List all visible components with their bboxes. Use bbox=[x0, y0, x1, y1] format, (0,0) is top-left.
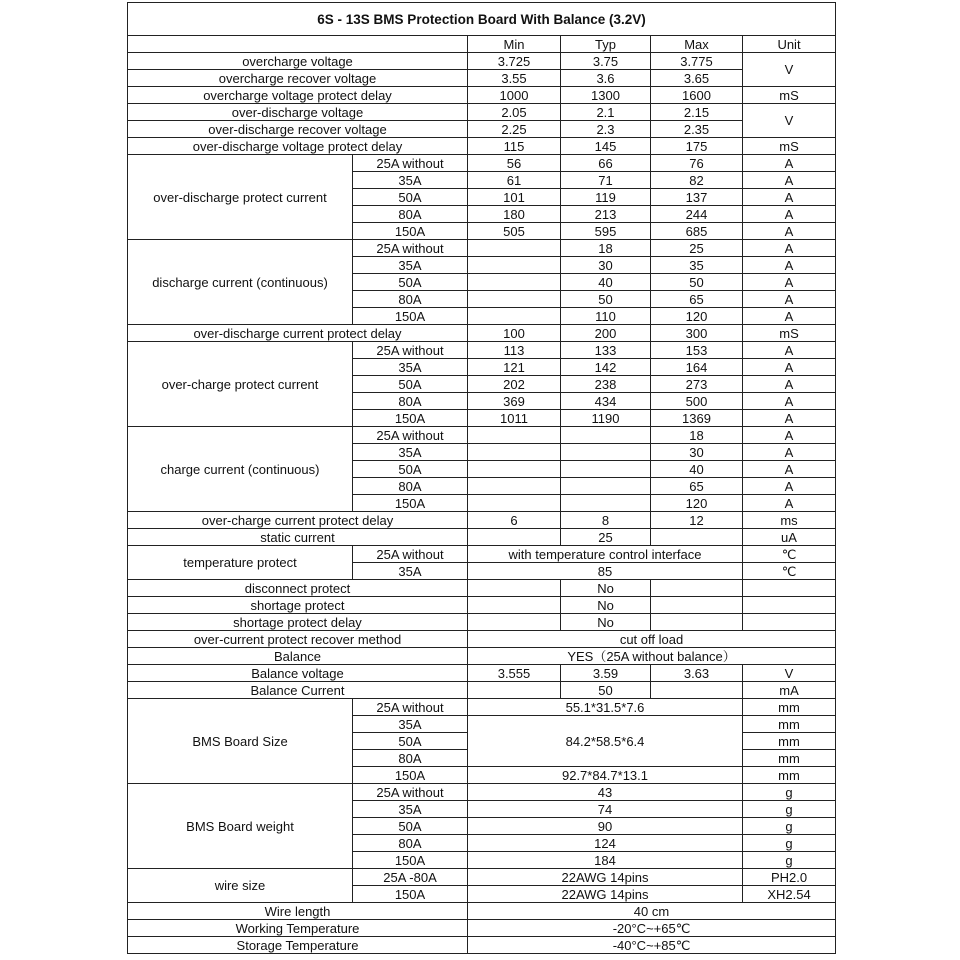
table-cell: 121 bbox=[468, 359, 561, 376]
table-cell: 50 bbox=[561, 682, 651, 699]
table-cell bbox=[561, 461, 651, 478]
table-cell bbox=[468, 427, 561, 444]
table-row bbox=[128, 342, 836, 359]
table-cell: overcharge voltage bbox=[128, 53, 468, 70]
table-cell: 80A bbox=[353, 478, 468, 495]
table-cell: 150A bbox=[353, 767, 468, 784]
table-row bbox=[128, 325, 836, 342]
spec-table-container bbox=[127, 2, 835, 954]
table-cell bbox=[468, 461, 561, 478]
table-cell: 8 bbox=[561, 512, 651, 529]
table-cell: 65 bbox=[651, 291, 743, 308]
table-cell: 50A bbox=[353, 189, 468, 206]
table-cell: BMS Board weight bbox=[128, 784, 353, 869]
table-cell: 92.7*84.7*13.1 bbox=[468, 767, 743, 784]
table-cell: 100 bbox=[468, 325, 561, 342]
table-cell: mS bbox=[743, 87, 836, 104]
table-cell: A bbox=[743, 223, 836, 240]
table-cell: A bbox=[743, 172, 836, 189]
table-row bbox=[128, 784, 836, 801]
table-cell: overcharge voltage protect delay bbox=[128, 87, 468, 104]
table-row bbox=[128, 869, 836, 886]
table-cell: 65 bbox=[651, 478, 743, 495]
table-cell: 101 bbox=[468, 189, 561, 206]
table-cell: discharge current (continuous) bbox=[128, 240, 353, 325]
table-cell: 35 bbox=[651, 257, 743, 274]
table-cell: 110 bbox=[561, 308, 651, 325]
table-cell: No bbox=[561, 580, 651, 597]
table-cell: No bbox=[561, 597, 651, 614]
table-cell: 238 bbox=[561, 376, 651, 393]
table-cell bbox=[651, 580, 743, 597]
table-cell: 145 bbox=[561, 138, 651, 155]
column-header: Max bbox=[651, 36, 743, 53]
table-cell: g bbox=[743, 835, 836, 852]
table-cell: 74 bbox=[468, 801, 743, 818]
table-cell: A bbox=[743, 478, 836, 495]
table-cell: 150A bbox=[353, 495, 468, 512]
table-cell: 175 bbox=[651, 138, 743, 155]
table-cell: 90 bbox=[468, 818, 743, 835]
table-cell: mS bbox=[743, 325, 836, 342]
table-cell: mA bbox=[743, 682, 836, 699]
header-row bbox=[128, 36, 836, 53]
table-cell: 25A without bbox=[353, 546, 468, 563]
table-cell: BMS Board Size bbox=[128, 699, 353, 784]
table-cell: disconnect protect bbox=[128, 580, 468, 597]
table-cell: 124 bbox=[468, 835, 743, 852]
table-row bbox=[128, 240, 836, 257]
table-cell: 200 bbox=[561, 325, 651, 342]
table-cell: 3.65 bbox=[651, 70, 743, 87]
table-cell: 82 bbox=[651, 172, 743, 189]
table-row bbox=[128, 648, 836, 665]
table-cell: 184 bbox=[468, 852, 743, 869]
table-cell bbox=[468, 444, 561, 461]
table-row bbox=[128, 70, 836, 87]
table-cell: mm bbox=[743, 767, 836, 784]
table-cell: 43 bbox=[468, 784, 743, 801]
table-cell: V bbox=[743, 665, 836, 682]
table-cell: over-discharge current protect delay bbox=[128, 325, 468, 342]
table-cell: 2.25 bbox=[468, 121, 561, 138]
table-cell: 50 bbox=[561, 291, 651, 308]
table-cell bbox=[468, 597, 561, 614]
table-cell: 595 bbox=[561, 223, 651, 240]
table-cell: g bbox=[743, 801, 836, 818]
table-row bbox=[128, 529, 836, 546]
table-cell: 25A without bbox=[353, 342, 468, 359]
table-cell: 18 bbox=[561, 240, 651, 257]
table-cell: shortage protect delay bbox=[128, 614, 468, 631]
table-cell: over-discharge voltage protect delay bbox=[128, 138, 468, 155]
table-cell: 50A bbox=[353, 733, 468, 750]
table-cell: 35A bbox=[353, 444, 468, 461]
table-cell: 133 bbox=[561, 342, 651, 359]
table-cell: 150A bbox=[353, 223, 468, 240]
table-cell: Balance voltage bbox=[128, 665, 468, 682]
table-cell: 505 bbox=[468, 223, 561, 240]
table-cell: g bbox=[743, 784, 836, 801]
table-cell: 56 bbox=[468, 155, 561, 172]
table-cell: 3.6 bbox=[561, 70, 651, 87]
table-cell: 25A without bbox=[353, 240, 468, 257]
table-cell: 115 bbox=[468, 138, 561, 155]
table-cell: 120 bbox=[651, 495, 743, 512]
table-cell: mm bbox=[743, 699, 836, 716]
table-cell: 1011 bbox=[468, 410, 561, 427]
table-cell bbox=[468, 308, 561, 325]
table-cell bbox=[651, 529, 743, 546]
table-cell: A bbox=[743, 427, 836, 444]
table-row bbox=[128, 920, 836, 937]
table-row bbox=[128, 121, 836, 138]
table-title: 6S - 13S BMS Protection Board With Balance (3.2V) bbox=[128, 3, 836, 36]
table-cell: 137 bbox=[651, 189, 743, 206]
table-cell: 3.555 bbox=[468, 665, 561, 682]
table-cell: 3.63 bbox=[651, 665, 743, 682]
table-cell: A bbox=[743, 308, 836, 325]
table-cell: 25 bbox=[651, 240, 743, 257]
table-cell: 25A without bbox=[353, 699, 468, 716]
table-cell: 3.725 bbox=[468, 53, 561, 70]
table-cell bbox=[561, 444, 651, 461]
table-cell: A bbox=[743, 291, 836, 308]
table-cell: over-current protect recover method bbox=[128, 631, 468, 648]
table-cell: A bbox=[743, 274, 836, 291]
table-cell: 150A bbox=[353, 410, 468, 427]
table-cell: 35A bbox=[353, 563, 468, 580]
table-cell: A bbox=[743, 444, 836, 461]
table-cell: 119 bbox=[561, 189, 651, 206]
table-row bbox=[128, 138, 836, 155]
table-cell: 22AWG 14pins bbox=[468, 869, 743, 886]
table-cell: 80A bbox=[353, 206, 468, 223]
table-cell: mm bbox=[743, 716, 836, 733]
table-cell: 25A without bbox=[353, 427, 468, 444]
column-header: Typ bbox=[561, 36, 651, 53]
table-row bbox=[128, 665, 836, 682]
table-cell bbox=[468, 580, 561, 597]
table-cell: temperature protect bbox=[128, 546, 353, 580]
table-cell: 22AWG 14pins bbox=[468, 886, 743, 903]
table-row bbox=[128, 512, 836, 529]
table-cell: A bbox=[743, 393, 836, 410]
table-cell: 1190 bbox=[561, 410, 651, 427]
table-row bbox=[128, 614, 836, 631]
table-cell bbox=[743, 580, 836, 597]
table-cell: 2.1 bbox=[561, 104, 651, 121]
table-row bbox=[128, 155, 836, 172]
table-cell: PH2.0 bbox=[743, 869, 836, 886]
table-cell: 80A bbox=[353, 393, 468, 410]
table-cell: ℃ bbox=[743, 546, 836, 563]
table-cell: Balance Current bbox=[128, 682, 468, 699]
table-cell: g bbox=[743, 852, 836, 869]
table-cell: 434 bbox=[561, 393, 651, 410]
table-cell: mm bbox=[743, 733, 836, 750]
table-cell: V bbox=[743, 53, 836, 87]
table-cell: 25A without bbox=[353, 155, 468, 172]
table-cell: 35A bbox=[353, 716, 468, 733]
table-cell: 35A bbox=[353, 359, 468, 376]
table-cell: wire size bbox=[128, 869, 353, 903]
table-cell: Wire length bbox=[128, 903, 468, 920]
table-cell: 273 bbox=[651, 376, 743, 393]
table-row bbox=[128, 699, 836, 716]
table-cell bbox=[468, 682, 561, 699]
table-cell: 150A bbox=[353, 308, 468, 325]
table-cell: 84.2*58.5*6.4 bbox=[468, 716, 743, 767]
table-cell bbox=[651, 597, 743, 614]
table-row bbox=[128, 937, 836, 954]
table-cell: 25A without bbox=[353, 784, 468, 801]
table-row bbox=[128, 597, 836, 614]
table-cell: 150A bbox=[353, 886, 468, 903]
table-cell bbox=[743, 597, 836, 614]
table-cell: 30 bbox=[651, 444, 743, 461]
table-cell: 300 bbox=[651, 325, 743, 342]
table-cell: A bbox=[743, 206, 836, 223]
table-cell bbox=[468, 291, 561, 308]
table-cell: over-discharge protect current bbox=[128, 155, 353, 240]
table-row bbox=[128, 903, 836, 920]
table-cell bbox=[561, 478, 651, 495]
title-row bbox=[128, 3, 836, 36]
table-cell: Working Temperature bbox=[128, 920, 468, 937]
table-cell: uA bbox=[743, 529, 836, 546]
table-cell: 35A bbox=[353, 257, 468, 274]
table-cell: 153 bbox=[651, 342, 743, 359]
table-cell: 2.15 bbox=[651, 104, 743, 121]
table-cell: A bbox=[743, 155, 836, 172]
table-cell: over-discharge voltage bbox=[128, 104, 468, 121]
table-cell bbox=[468, 529, 561, 546]
table-cell: 50A bbox=[353, 376, 468, 393]
table-cell: 244 bbox=[651, 206, 743, 223]
table-cell: 50A bbox=[353, 274, 468, 291]
table-row bbox=[128, 53, 836, 70]
table-cell: 685 bbox=[651, 223, 743, 240]
table-cell: A bbox=[743, 189, 836, 206]
table-cell: ms bbox=[743, 512, 836, 529]
table-cell: 80A bbox=[353, 750, 468, 767]
table-cell: 61 bbox=[468, 172, 561, 189]
table-cell: static current bbox=[128, 529, 468, 546]
table-cell: cut off load bbox=[468, 631, 836, 648]
table-cell: 500 bbox=[651, 393, 743, 410]
table-cell: over-charge protect current bbox=[128, 342, 353, 427]
table-cell: 113 bbox=[468, 342, 561, 359]
table-cell: 1369 bbox=[651, 410, 743, 427]
table-cell: 25 bbox=[561, 529, 651, 546]
table-row bbox=[128, 546, 836, 563]
table-cell: 12 bbox=[651, 512, 743, 529]
table-cell: 66 bbox=[561, 155, 651, 172]
table-cell bbox=[468, 257, 561, 274]
table-cell bbox=[468, 495, 561, 512]
table-cell: A bbox=[743, 461, 836, 478]
table-cell: 35A bbox=[353, 801, 468, 818]
table-cell: YES（25A without balance） bbox=[468, 648, 836, 665]
table-cell: ℃ bbox=[743, 563, 836, 580]
table-cell: 55.1*31.5*7.6 bbox=[468, 699, 743, 716]
table-cell bbox=[743, 614, 836, 631]
table-row bbox=[128, 104, 836, 121]
table-cell: No bbox=[561, 614, 651, 631]
table-cell bbox=[651, 682, 743, 699]
table-cell: -40°C~+85℃ bbox=[468, 937, 836, 954]
table-cell bbox=[651, 614, 743, 631]
column-header: Unit bbox=[743, 36, 836, 53]
table-cell: A bbox=[743, 359, 836, 376]
table-cell: A bbox=[743, 410, 836, 427]
table-cell bbox=[561, 495, 651, 512]
column-header: Min bbox=[468, 36, 561, 53]
table-cell: 71 bbox=[561, 172, 651, 189]
table-row bbox=[128, 631, 836, 648]
table-cell: A bbox=[743, 376, 836, 393]
table-cell: XH2.54 bbox=[743, 886, 836, 903]
table-cell bbox=[468, 240, 561, 257]
table-row bbox=[128, 682, 836, 699]
table-cell: 50 bbox=[651, 274, 743, 291]
table-cell: -20°C~+65℃ bbox=[468, 920, 836, 937]
table-cell: 164 bbox=[651, 359, 743, 376]
table-cell: 2.35 bbox=[651, 121, 743, 138]
column-header bbox=[128, 36, 468, 53]
table-cell: 3.75 bbox=[561, 53, 651, 70]
table-cell: 150A bbox=[353, 852, 468, 869]
bms-spec-table bbox=[127, 2, 836, 954]
table-cell: 6 bbox=[468, 512, 561, 529]
table-cell: 50A bbox=[353, 818, 468, 835]
table-cell: 85 bbox=[468, 563, 743, 580]
table-cell: overcharge recover voltage bbox=[128, 70, 468, 87]
table-cell: 142 bbox=[561, 359, 651, 376]
table-cell: A bbox=[743, 342, 836, 359]
table-cell: A bbox=[743, 257, 836, 274]
table-cell: 76 bbox=[651, 155, 743, 172]
table-cell: mm bbox=[743, 750, 836, 767]
table-cell: with temperature control interface bbox=[468, 546, 743, 563]
table-cell: 35A bbox=[353, 172, 468, 189]
table-cell: 3.55 bbox=[468, 70, 561, 87]
table-cell: charge current (continuous) bbox=[128, 427, 353, 512]
table-cell: 213 bbox=[561, 206, 651, 223]
table-cell: 3.775 bbox=[651, 53, 743, 70]
table-cell: 50A bbox=[353, 461, 468, 478]
table-cell bbox=[468, 274, 561, 291]
table-cell: mS bbox=[743, 138, 836, 155]
table-cell: 1600 bbox=[651, 87, 743, 104]
table-cell: 1300 bbox=[561, 87, 651, 104]
table-cell: 3.59 bbox=[561, 665, 651, 682]
table-cell: over-charge current protect delay bbox=[128, 512, 468, 529]
table-cell: 40 bbox=[651, 461, 743, 478]
table-cell: 30 bbox=[561, 257, 651, 274]
table-row bbox=[128, 427, 836, 444]
table-cell: 1000 bbox=[468, 87, 561, 104]
table-cell: over-discharge recover voltage bbox=[128, 121, 468, 138]
table-cell: 2.3 bbox=[561, 121, 651, 138]
table-cell: 369 bbox=[468, 393, 561, 410]
table-row bbox=[128, 87, 836, 104]
table-cell: A bbox=[743, 240, 836, 257]
table-cell: Storage Temperature bbox=[128, 937, 468, 954]
table-cell: Balance bbox=[128, 648, 468, 665]
table-cell: 80A bbox=[353, 835, 468, 852]
table-cell: V bbox=[743, 104, 836, 138]
table-cell: 180 bbox=[468, 206, 561, 223]
table-cell bbox=[468, 478, 561, 495]
table-cell: 40 bbox=[561, 274, 651, 291]
table-cell: g bbox=[743, 818, 836, 835]
table-cell: 2.05 bbox=[468, 104, 561, 121]
table-cell: 202 bbox=[468, 376, 561, 393]
table-cell: 18 bbox=[651, 427, 743, 444]
table-cell: A bbox=[743, 495, 836, 512]
table-row bbox=[128, 580, 836, 597]
table-cell: 25A -80A bbox=[353, 869, 468, 886]
table-cell: shortage protect bbox=[128, 597, 468, 614]
table-cell bbox=[468, 614, 561, 631]
table-cell: 120 bbox=[651, 308, 743, 325]
table-cell: 40 cm bbox=[468, 903, 836, 920]
table-cell: 80A bbox=[353, 291, 468, 308]
table-cell bbox=[561, 427, 651, 444]
